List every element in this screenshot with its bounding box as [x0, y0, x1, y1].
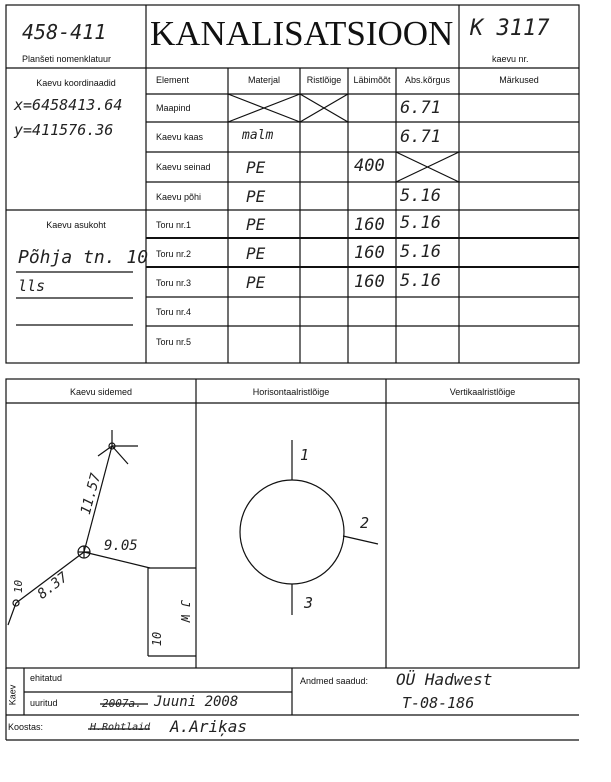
- coordinate-y: y=411576.36: [14, 121, 114, 139]
- row-material: PE: [246, 215, 266, 234]
- tie-label-10: 10: [150, 631, 165, 647]
- row-material: PE: [246, 158, 266, 177]
- data-from-value: OÜ Hadwest: [396, 670, 493, 689]
- row-elevation: 6.71: [400, 98, 441, 118]
- tie-distance-2: 9.05: [104, 538, 138, 554]
- surveyed-label: uuritud: [30, 698, 58, 708]
- page-title: KANALISATSIOON: [150, 14, 454, 53]
- row-diameter: 160: [354, 272, 385, 292]
- row-element: Kaevu kaas: [156, 132, 204, 142]
- panel-ties-title: Kaevu sidemed: [69, 387, 133, 397]
- row-diameter: 400: [354, 156, 385, 176]
- coordinates-label: Kaevu koordinaadid: [36, 78, 116, 88]
- row-material: PE: [246, 273, 266, 292]
- sheet-number-handwritten: 458-411: [22, 20, 107, 44]
- row-element: Kaevu seinad: [156, 162, 211, 172]
- col-header-elevation: Abs.kõrgus: [404, 75, 451, 85]
- surveyed-struck: 2007a.: [102, 697, 142, 710]
- coordinate-x: x=6458413.64: [14, 96, 123, 114]
- well-number-label: kaevu nr.: [492, 54, 529, 64]
- col-header-cross: Ristlõige: [306, 75, 342, 85]
- row-element: Kaevu põhi: [156, 192, 202, 202]
- location-line2: lls: [18, 277, 46, 295]
- tie-label-jw: J W: [177, 600, 192, 622]
- footer-vertical-label: Kaev: [7, 684, 18, 706]
- col-header-notes: Märkused: [499, 75, 539, 85]
- tie-distance-1: 11.57: [77, 471, 105, 517]
- row-diameter: 160: [354, 243, 385, 263]
- row-elevation: 5.16: [400, 213, 441, 233]
- panel-vertical-title: Vertikaalristlõige: [449, 387, 516, 397]
- row-material: malm: [242, 128, 274, 143]
- row-element: Toru nr.5: [156, 337, 192, 347]
- data-from-ref: T-08-186: [402, 694, 475, 712]
- surveyed-date: Juuni 2008: [154, 694, 239, 710]
- pipe-label-1: 1: [300, 446, 310, 464]
- location-label: Kaevu asukoht: [46, 220, 106, 230]
- well-number-handwritten: K 3117: [470, 16, 550, 41]
- sheet-label: Planšeti nomenklatuur: [22, 54, 112, 64]
- row-element: Toru nr.3: [156, 278, 192, 288]
- row-element: Toru nr.2: [156, 249, 192, 259]
- row-material: PE: [246, 187, 266, 206]
- col-header-element: Element: [156, 75, 190, 85]
- data-from-label: Andmed saadud:: [300, 676, 369, 686]
- location-line1: Põhja tn. 10: [18, 247, 149, 268]
- compiler-struck: H.Rohtlaid: [90, 722, 151, 733]
- row-material: PE: [246, 244, 266, 263]
- row-diameter: 160: [354, 215, 385, 235]
- panel-horizontal-title: Horisontaalristlõige: [252, 387, 330, 397]
- col-header-diameter: Läbimõõt: [353, 75, 391, 85]
- col-header-material: Materjal: [247, 75, 280, 85]
- row-elevation: 5.16: [400, 186, 441, 206]
- built-label: ehitatud: [30, 673, 63, 683]
- row-element: Toru nr.4: [156, 307, 192, 317]
- row-elevation: 5.16: [400, 242, 441, 262]
- row-elevation: 6.71: [400, 127, 441, 147]
- tie-label-small: 10: [12, 579, 26, 594]
- compiler-name: A.Ariķas: [170, 717, 248, 736]
- pipe-label-2: 2: [360, 514, 370, 532]
- compiler-label: Koostas:: [8, 722, 44, 732]
- row-element: Maapind: [156, 103, 191, 113]
- tie-distance-3: 8.37: [34, 569, 72, 603]
- row-element: Toru nr.1: [156, 220, 192, 230]
- pipe-label-3: 3: [304, 594, 314, 612]
- row-elevation: 5.16: [400, 271, 441, 291]
